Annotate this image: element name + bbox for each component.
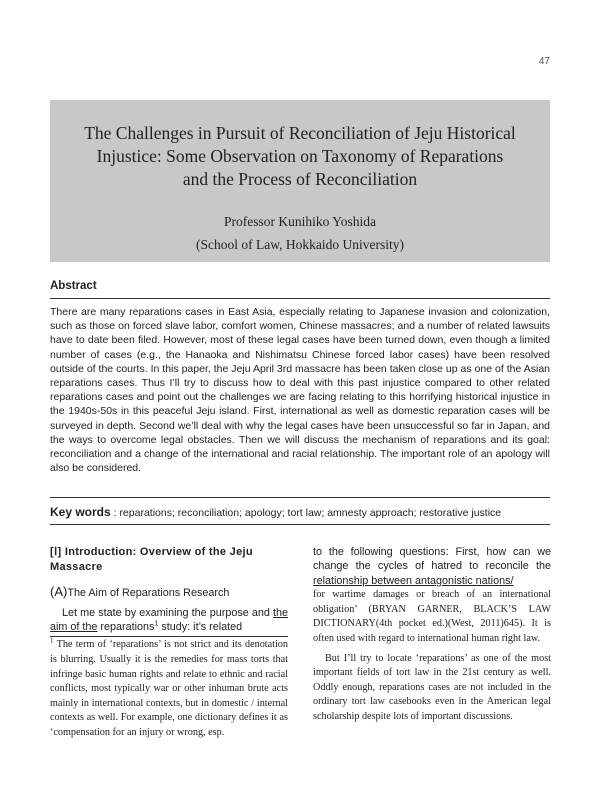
underlined-text: relationship between antagonistic nations/ [313,574,514,587]
footnote-text: The term of ‘reparations’ is not strict and its denotation is blurring. Usually it is the remedies for mass torts that infringe basic human rights and relate to ethnic and racial conflicts, most typically war or other inhuman brute acts mainly in international contexts, but in domestic / internal contexts as well. For example, one dictionary defines it as ‘compensation for an injury or wrong, esp. [50,639,288,738]
paragraph-text: reparations [97,621,155,633]
subsection-letter: (A) [50,584,68,599]
underlined-text: the aim of the [50,606,288,633]
footnote-number: 1 [50,637,54,646]
keywords-line [50,505,550,519]
subsection-heading [50,585,288,601]
keywords-text: : reparations; reconciliation; apology; tort law; amnesty approach; restorative justice [110,507,502,519]
right-column [313,545,551,725]
author-name: Professor Kunihiko Yoshida [224,214,376,229]
paragraph-text: Let me state by examining the purpose and [62,606,273,619]
keywords-bottom-rule [50,524,550,525]
author-affiliation: (School of Law, Hokkaido University) [196,237,404,252]
subsection-title: The Aim of Reparations Research [67,587,230,599]
intro-paragraph [50,606,288,635]
section-heading [50,545,288,575]
keywords-label: Key words [50,505,111,519]
abstract-text: There are many reparations cases in East Asia, especially relating to Japanese invasion and colonization, such as those on forced slave labor, comfort women, Chinese massacres; and a number of related lawsuits have to date been filed. However, most of these legal cases have been turned down, even though a limited number of cases (e.g., the Hanaoka and Nishimatsu Chinese forced labor cases) have been resolved outside of the courts. In this paper, the Jeju April 3rd massacre has been taken close up as one of the Asian reparations cases. Thus I’ll try to discuss how to deal with this past injustice compared to other related reparations cases and point out the challenges we are facing relating to this horrifying historical injustice in the 1940s-50s in this peaceful Jeju island. First, international as well as domestic reparation cases will be surveyed in depth. Second we’ll deal with why the legal cases have been unsuccessful so far in Japan, and the ways to overcome legal obstacles. Then we will discuss the mechanism of reparations and its goal: reconciliation and a change of the international and racial relationship. The important role of an apology will also be considered. [50,306,550,475]
left-column [50,545,288,741]
paragraph-text: study: it’s related [158,621,243,633]
body-paragraph: But I’ll try to locate ‘reparations’ as one of the most important fields of tort law in the 21st century as well. Oddly enough, reparations cases are not included in the ordinary tort law casebooks even in the American legal scholarship despite lots of important discussions. [313,652,551,722]
intro-paragraph-continued [313,545,551,588]
section-number: [Ⅰ] [50,546,62,558]
footnote-continued: for wartime damages or breach of an international obligation’ (BRYAN GARNER, BLACK’S LAW DICTIONARY(4th pocket ed.)(West, 2011)645). It is often used with regard to international human right law. [313,589,551,644]
abstract-bottom-rule [50,497,550,498]
paper-title: The Challenges in Pursuit of Reconciliation of Jeju Historical Injustice: Some Observation on Taxonomy of Reparations and the Process of Reconciliation [84,123,516,189]
page-number: 47 [538,56,550,67]
footnote [50,636,288,740]
abstract-top-rule [50,298,550,299]
paragraph-text: to the following questions: First, how can we change the cycles of hatred to reconcile the [313,546,551,573]
footnote-ref: 1 [154,620,159,628]
section-title: Introduction: Overview of the Jeju Massacre [50,546,253,573]
abstract-heading: Abstract [50,280,97,292]
title-block [50,100,550,262]
